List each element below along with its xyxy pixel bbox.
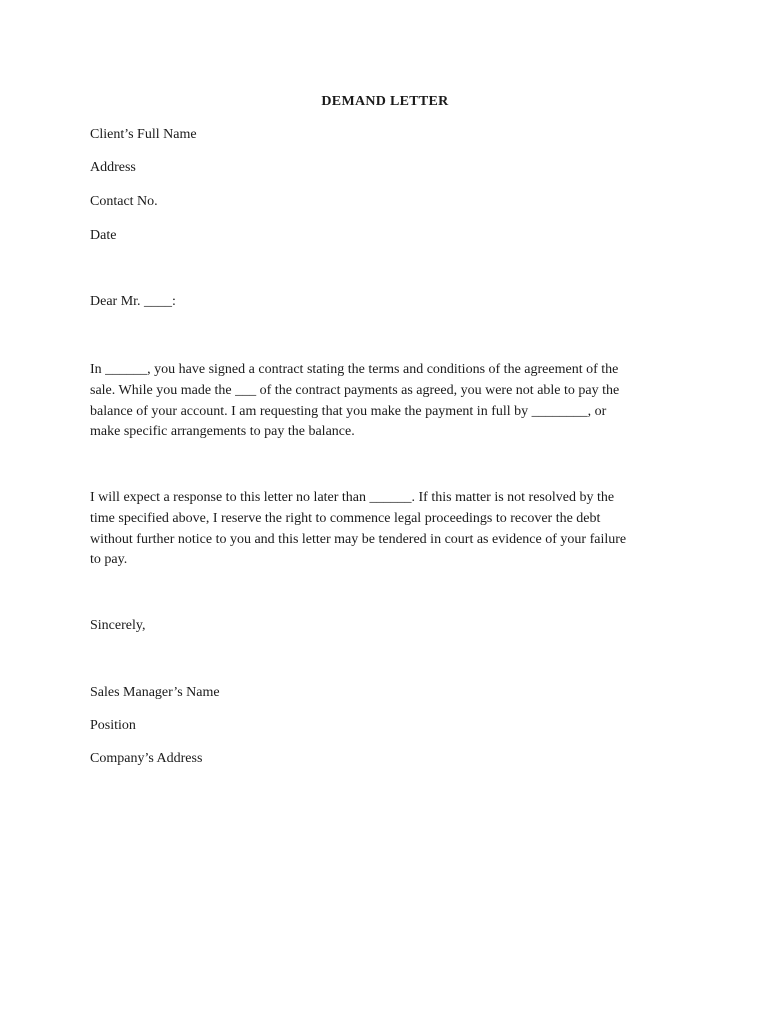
paragraph-line: to pay. (90, 552, 128, 568)
date-line: Date (90, 228, 117, 243)
salutation: Dear Mr. ____: (90, 294, 176, 309)
closing: Sincerely, (90, 618, 146, 633)
paragraph-line: time specified above, I reserve the right to commence legal proceedings to recover the debt (90, 510, 601, 526)
signer-name: Sales Manager’s Name (90, 685, 220, 700)
contact-line: Contact No. (90, 194, 158, 209)
paragraph-line: I will expect a response to this letter no later than ______. If this matter is not resolved by the (90, 490, 615, 505)
paragraph-line: without further notice to you and this letter may be tendered in court as evidence of your failure (90, 531, 627, 547)
address-line: Address (90, 160, 136, 175)
company-address: Company’s Address (90, 751, 203, 766)
paragraph-line: In ______, you have signed a contract stating the terms and conditions of the agreement of the (90, 362, 619, 377)
paragraph-line: sale. While you made the ___ of the contract payments as agreed, you were not able to pay the (90, 382, 620, 398)
body-paragraph-1 (90, 360, 680, 443)
client-name-line: Client’s Full Name (90, 127, 197, 142)
signer-position: Position (90, 718, 136, 733)
paragraph-line: make specific arrangements to pay the balance. (90, 424, 355, 440)
body-paragraph-2 (90, 488, 680, 571)
paragraph-line: balance of your account. I am requesting that you make the payment in full by ________, or (90, 403, 607, 419)
document-title: DEMAND LETTER (321, 94, 449, 109)
